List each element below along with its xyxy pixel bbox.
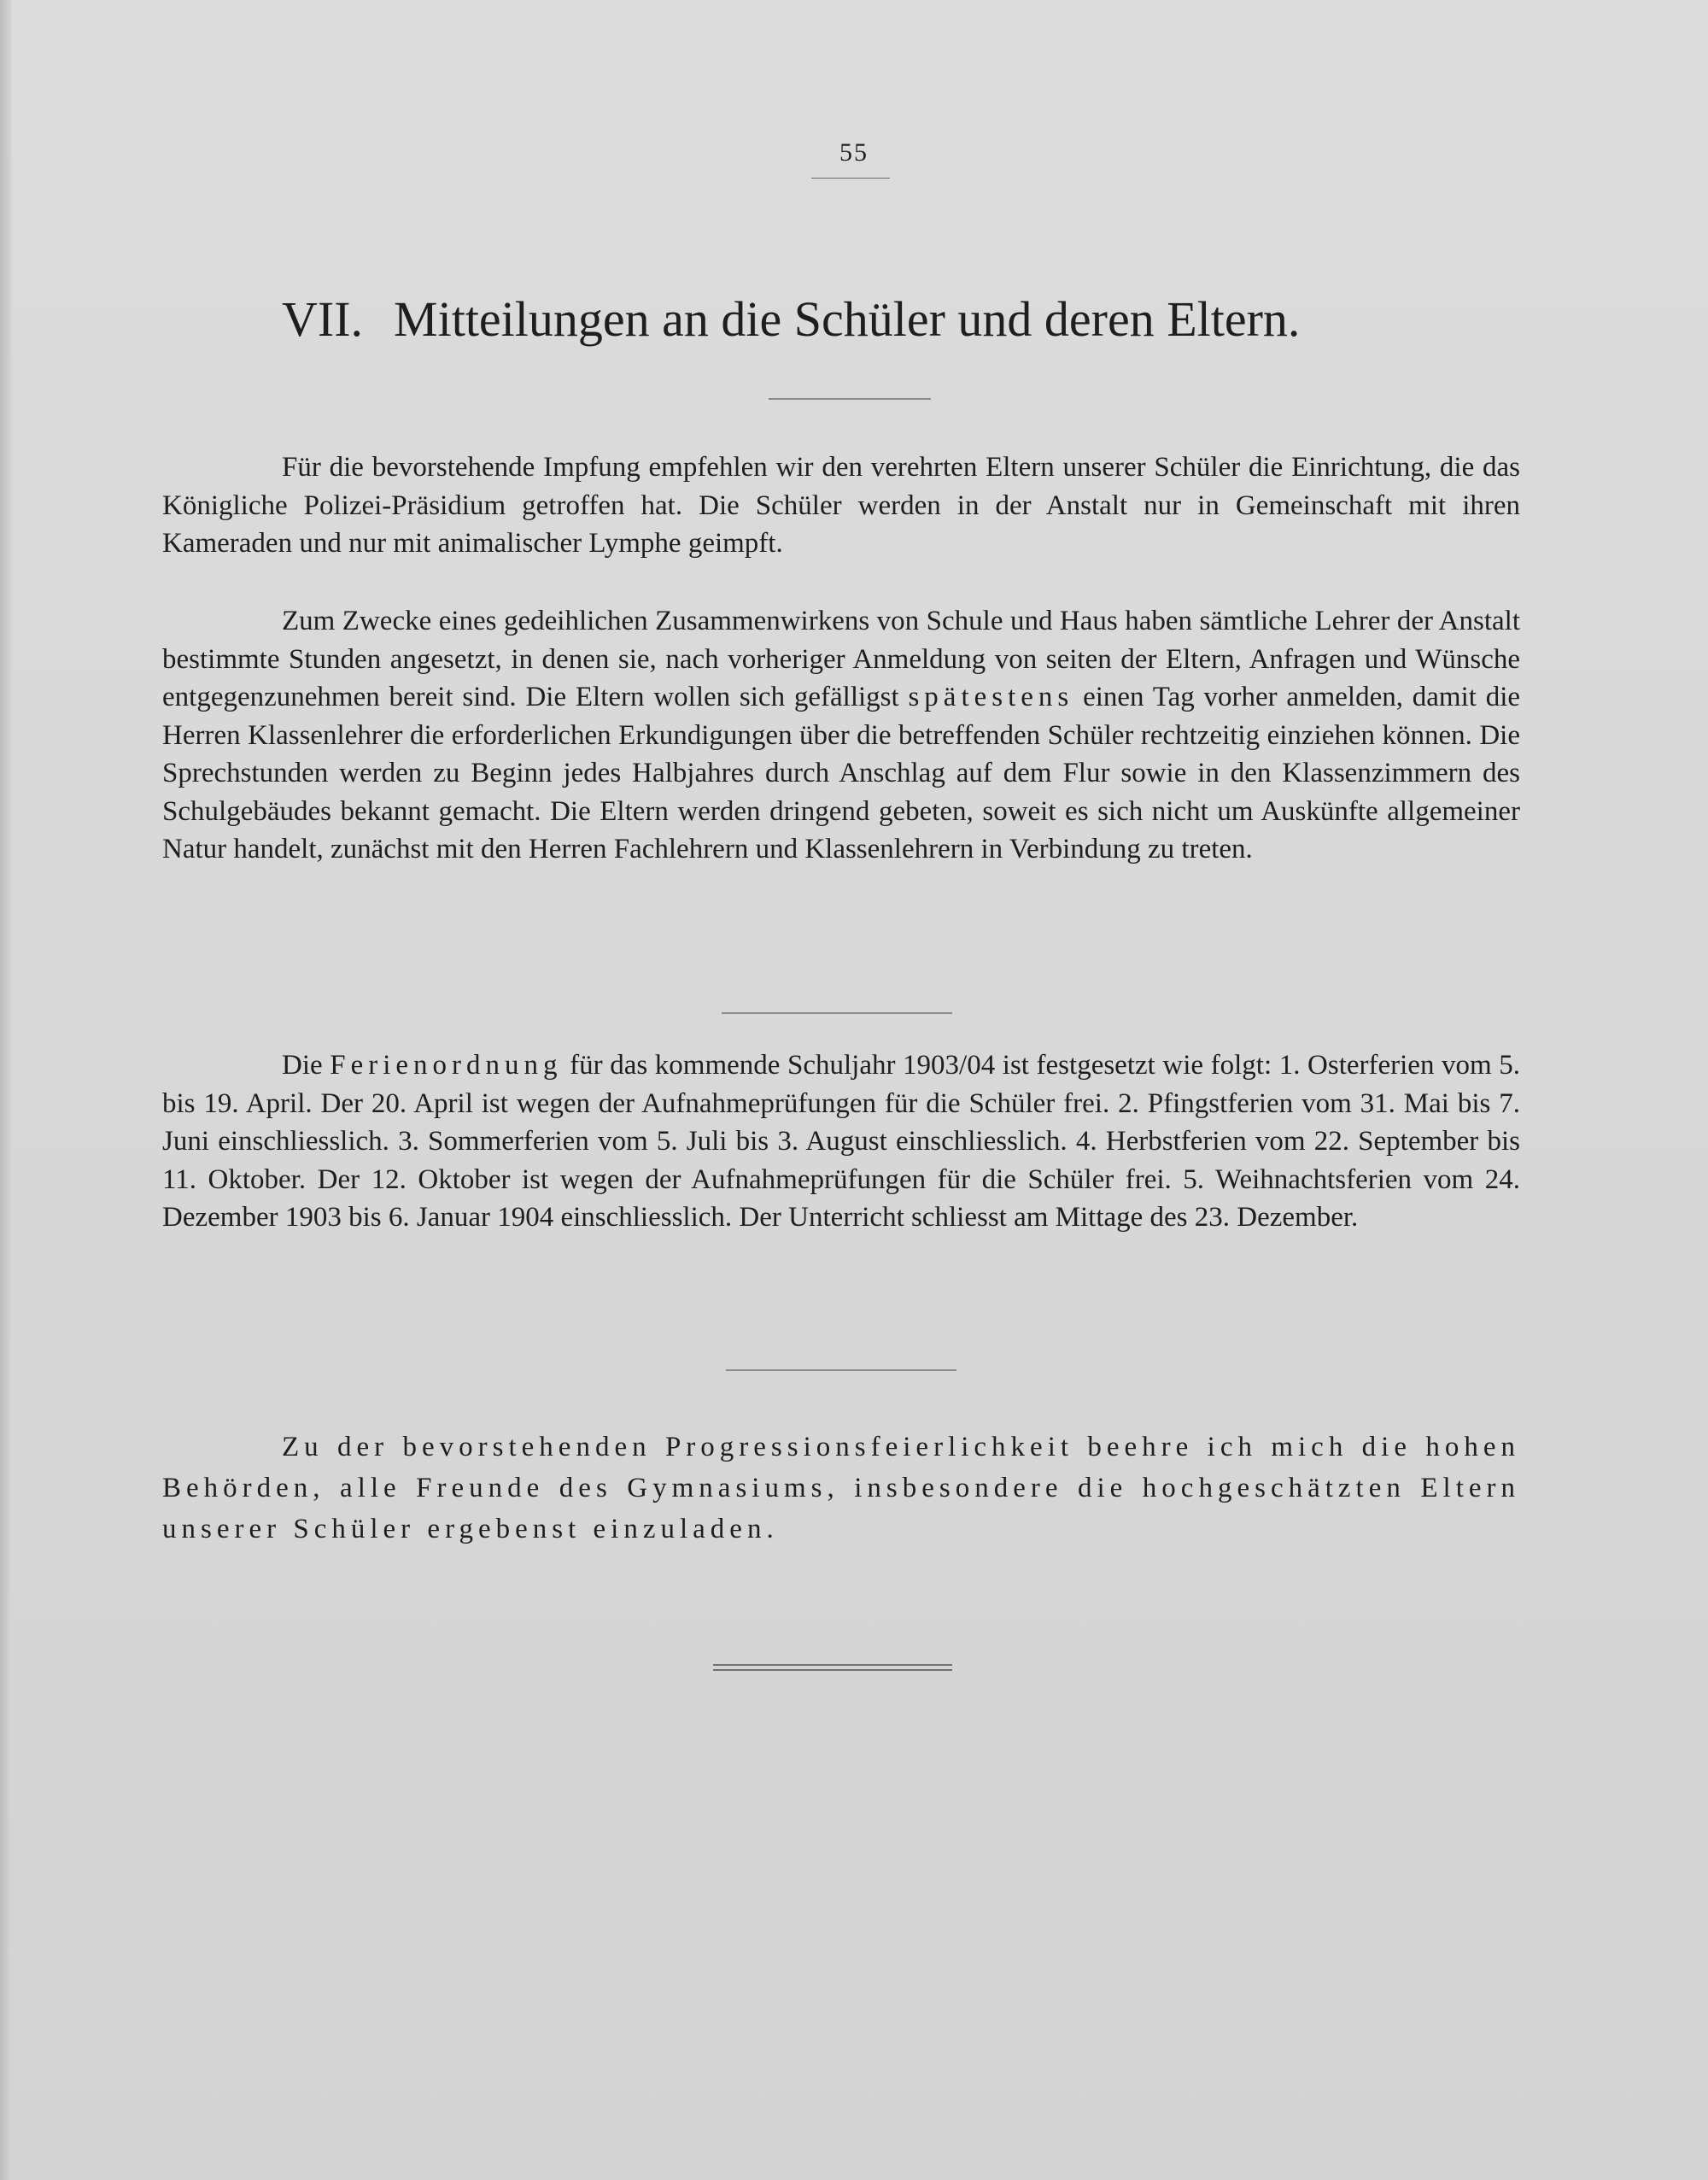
ferien-text-b: für das kommende Schuljahr 1903/04 ist festgesetzt wie folgt: 1. Osterferien vom 5. bis 19. April. Der 20. April ist wegen der Aufnahmeprüfungen für die Schüler frei. 2. Pfingstferien vom 31. Mai bis 7. Juni einschliesslich. 3. Sommerferien vom 5. Juli bis 3. August einschliesslich. 4. Herbstferien vom 22. September bis 11. Oktober. Der 12. Oktober ist wegen der Aufnahmeprüfungen für die Schüler frei. 5. Weihnachtsferien vom 24. Dezember 1903 bis 6. Januar 1904 einschliesslich. Der Unterricht schliesst am Mittage des 23. Dezember. (162, 1050, 1521, 1233)
ferien-emphasis: Ferienordnung (330, 1050, 563, 1081)
section-title: Mitteilungen an die Schüler und deren Eltern. (394, 291, 1301, 347)
paragraph-impfung (162, 448, 1520, 563)
paragraph-ferienordnung-text (162, 1046, 1520, 1237)
sprechstunden-text-a: Zum Zwecke eines gedeihlichen Zusammenwirkens von Schule und Haus haben sämtliche Lehrer der Anstalt bestimmte Stunden angesetzt, in denen sie, nach vorheriger Anmeldung von seiten der Eltern, Anfragen und Wünsche entgegenzunehmen bereit sind. Die Eltern wollen sich gefälligst (162, 606, 1520, 712)
paragraph-einladung (162, 1427, 1520, 1550)
sprechstunden-emphasis: spätestens (908, 682, 1074, 712)
paragraph-sprechstunden (162, 602, 1520, 869)
section-divider-2 (726, 1369, 956, 1371)
closing-double-rule (713, 1664, 952, 1671)
page-number-rule (811, 178, 890, 179)
section-heading (282, 290, 1426, 348)
page-edge-shadow (0, 0, 12, 2180)
section-divider-1 (722, 1012, 952, 1014)
ferien-text-a: Die (282, 1050, 323, 1081)
page-number: 55 (839, 138, 869, 167)
paragraph-einladung-text: Zu der bevorstehenden Progressionsfeierlichkeit beehre ich mich die hohen Behörden, alle Freunde des Gymnasiums, insbesondere die hochgeschätzten Eltern unserer Schüler ergebenst einzuladen. (162, 1432, 1520, 1544)
paragraph-ferienordnung (162, 1046, 1520, 1237)
heading-divider (769, 398, 931, 400)
section-numeral: VII. (282, 291, 364, 347)
sprechstunden-text-b: einen Tag vorher anmelden, damit die Herren Klassenlehrer die erforderlichen Erkundigungen über die betreffenden Schüler rechtzeitig einziehen können. Die Sprechstunden werden zu Beginn jedes Halbjahres durch Anschlag auf dem Flur sowie in den Klassenzimmern des Schulgebäudes bekannt gemacht. Die Eltern werden dringend gebeten, soweit es sich nicht um Auskünfte allgemeiner Natur handelt, zunächst mit den Herren Fachlehrern und Klassenlehrern in Verbindung zu treten. (162, 682, 1521, 864)
paragraph-impfung-text: Für die bevorstehende Impfung empfehlen wir den verehrten Eltern unserer Schüler die Einrichtung, die das Königliche Polizei-Präsidium getroffen hat. Die Schüler werden in der Anstalt nur in Gemeinschaft mit ihren Kameraden und nur mit animalischer Lymphe geimpft. (162, 452, 1520, 559)
paragraph-sprechstunden-text (162, 602, 1520, 869)
